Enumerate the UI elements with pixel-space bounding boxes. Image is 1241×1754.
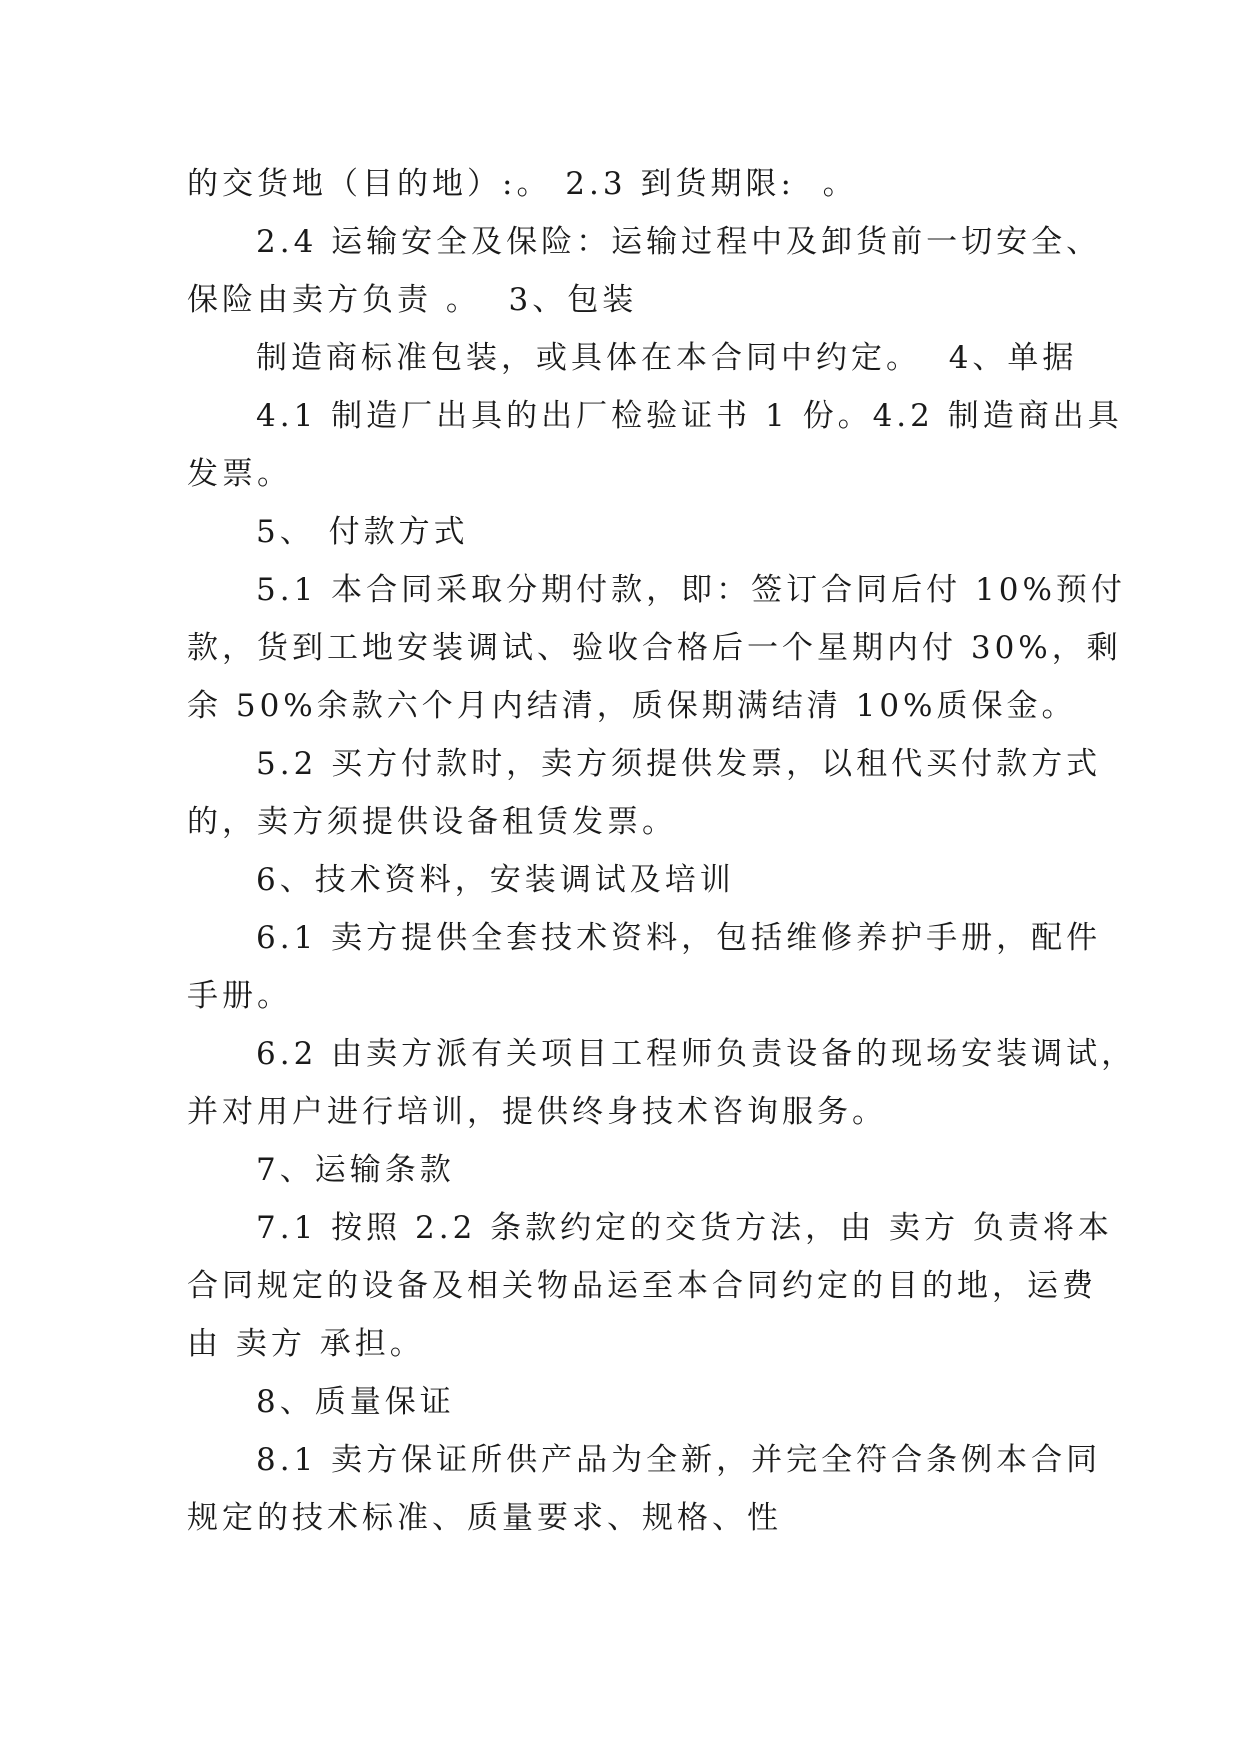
text-line-20: 合同规定的设备及相关物品运至本合同约定的目的地，运费 [187,1268,1097,1304]
text-line-16: 6.2 由卖方派有关项目工程师负责设备的现场安装调试， [256,1036,1137,1072]
text-line-3: 保险由卖方负责 。 3、包装 [187,282,638,318]
text-line-12: 的，卖方须提供设备租赁发票。 [187,804,677,840]
text-line-4: 制造商标准包装，或具体在本合同中约定。 4、单据 [256,340,1078,376]
text-line-19: 7.1 按照 2.2 条款约定的交货方法，由 卖方 负责将本 [256,1210,1113,1246]
text-line-5: 4.1 制造厂出具的出厂检验证书 1 份。4.2 制造商出具 [256,398,1123,434]
text-line-6: 发票。 [187,456,292,492]
text-line-17: 并对用户进行培训，提供终身技术咨询服务。 [187,1094,887,1130]
text-line-18: 7、运输条款 [256,1152,455,1188]
text-line-1: 的交货地（目的地）:。 2.3 到货期限: 。 [187,166,858,202]
text-line-7: 5、 付款方式 [256,514,469,550]
text-line-2: 2.4 运输安全及保险：运输过程中及卸货前一切安全、 [256,224,1102,260]
text-line-10: 余 50%余款六个月内结清，质保期满结清 10%质保金。 [187,688,1077,724]
text-line-14: 6.1 卖方提供全套技术资料，包括维修养护手册，配件 [256,920,1102,956]
text-line-11: 5.2 买方付款时，卖方须提供发票，以租代买付款方式 [256,746,1102,782]
text-line-8: 5.1 本合同采取分期付款，即：签订合同后付 10%预付 [256,572,1126,608]
text-line-21: 由 卖方 承担。 [187,1326,425,1362]
text-line-13: 6、技术资料，安装调试及培训 [256,862,735,898]
text-line-24: 规定的技术标准、质量要求、规格、性 [187,1500,782,1536]
text-line-22: 8、质量保证 [256,1384,455,1420]
text-line-23: 8.1 卖方保证所供产品为全新，并完全符合条例本合同 [256,1442,1102,1478]
text-line-15: 手册。 [187,978,292,1014]
text-line-9: 款，货到工地安装调试、验收合格后一个星期内付 30%，剩 [187,630,1122,666]
